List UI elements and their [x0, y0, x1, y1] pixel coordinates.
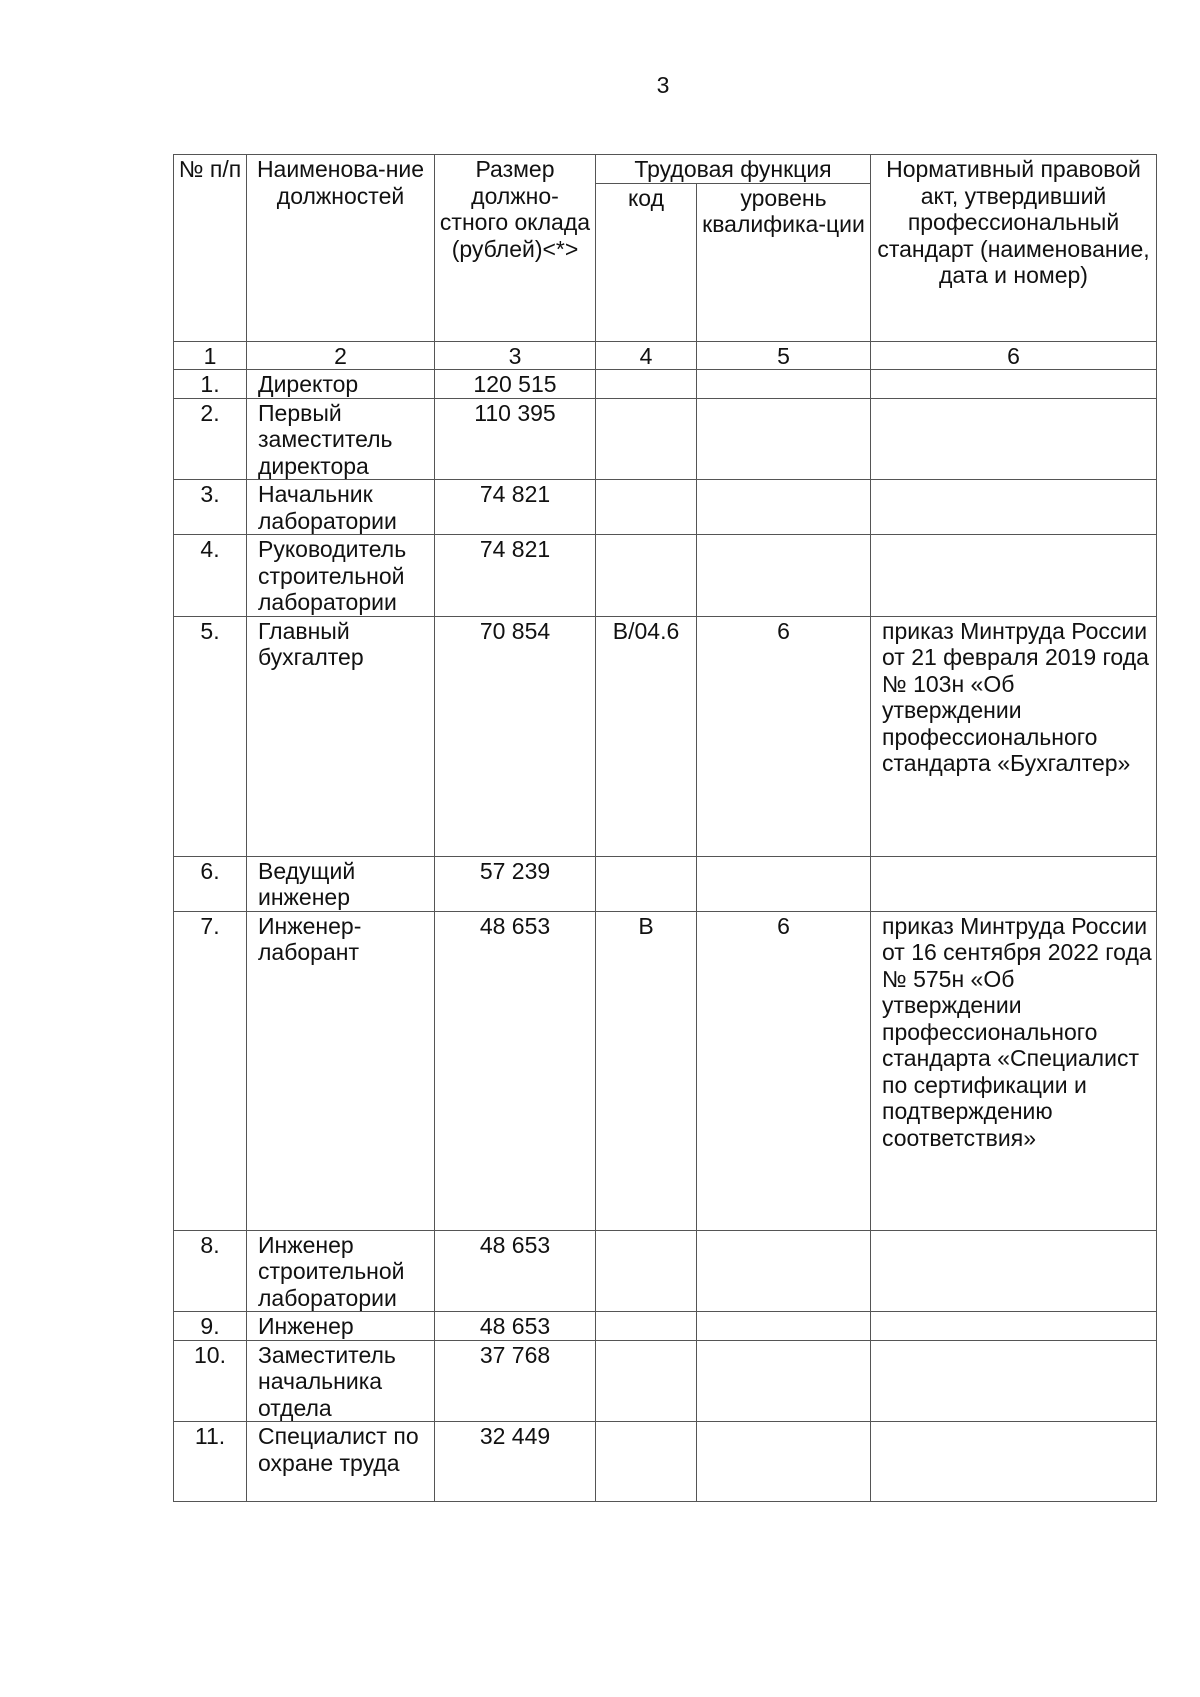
table-row: [174, 616, 1157, 856]
row-position: Первый заместитель директора: [247, 398, 435, 480]
row-level: 6: [697, 616, 871, 856]
row-act: [871, 1312, 1157, 1341]
table-row: [174, 1312, 1157, 1341]
column-number: 2: [247, 341, 435, 370]
header-num: № п/п: [174, 155, 247, 342]
table-row: [174, 856, 1157, 911]
table-row: [174, 911, 1157, 1230]
row-num: 10.: [174, 1340, 247, 1422]
row-num: 4.: [174, 535, 247, 617]
row-act: приказ Минтруда России от 21 февраля 2019 года № 103н «Об утверждении профессионального стандарта «Бухгалтер»: [871, 616, 1157, 856]
table-row: [174, 370, 1157, 399]
row-salary: 48 653: [435, 1230, 596, 1312]
row-code: [596, 1422, 697, 1502]
row-code: В: [596, 911, 697, 1230]
row-num: 1.: [174, 370, 247, 399]
table-row: [174, 1340, 1157, 1422]
header-labor-function: Трудовая функция: [596, 155, 871, 184]
table-row: [174, 1422, 1157, 1502]
row-num: 3.: [174, 480, 247, 535]
row-level: [697, 535, 871, 617]
header-name: Наименова-ние должностей: [247, 155, 435, 342]
row-act: [871, 480, 1157, 535]
row-code: [596, 370, 697, 399]
table-row: [174, 535, 1157, 617]
row-level: [697, 398, 871, 480]
row-num: 7.: [174, 911, 247, 1230]
row-salary: 74 821: [435, 480, 596, 535]
row-num: 8.: [174, 1230, 247, 1312]
column-number: 6: [871, 341, 1157, 370]
row-act: [871, 1230, 1157, 1312]
row-code: [596, 1312, 697, 1341]
row-position: Инженер-лаборант: [247, 911, 435, 1230]
row-code: [596, 535, 697, 617]
row-num: 6.: [174, 856, 247, 911]
row-code: [596, 1230, 697, 1312]
row-level: 6: [697, 911, 871, 1230]
header-level: уровень квалифика-ции: [697, 183, 871, 341]
row-salary: 48 653: [435, 911, 596, 1230]
row-salary: 32 449: [435, 1422, 596, 1502]
row-act: [871, 1422, 1157, 1502]
header-salary: Размер должно-стного оклада (рублей)<*>: [435, 155, 596, 342]
row-act: [871, 1340, 1157, 1422]
row-act: [871, 856, 1157, 911]
row-level: [697, 370, 871, 399]
row-code: [596, 480, 697, 535]
row-salary: 120 515: [435, 370, 596, 399]
row-salary: 74 821: [435, 535, 596, 617]
row-salary: 37 768: [435, 1340, 596, 1422]
row-salary: 110 395: [435, 398, 596, 480]
row-act: [871, 370, 1157, 399]
column-number: 5: [697, 341, 871, 370]
table-row: [174, 398, 1157, 480]
row-level: [697, 480, 871, 535]
row-act: [871, 398, 1157, 480]
row-level: [697, 1230, 871, 1312]
column-number-row: [174, 341, 1157, 370]
row-position: Начальник лаборатории: [247, 480, 435, 535]
row-num: 11.: [174, 1422, 247, 1502]
row-salary: 57 239: [435, 856, 596, 911]
row-position: Инженер: [247, 1312, 435, 1341]
column-number: 1: [174, 341, 247, 370]
row-position: Специалист по охране труда: [247, 1422, 435, 1502]
row-level: [697, 1312, 871, 1341]
row-level: [697, 856, 871, 911]
row-act: [871, 535, 1157, 617]
row-act: приказ Минтруда России от 16 сентября 2022 года № 575н «Об утверждении профессионального стандарта «Специалист по сертификации и подтверждению соответствия»: [871, 911, 1157, 1230]
row-position: Директор: [247, 370, 435, 399]
row-position: Руководитель строительной лаборатории: [247, 535, 435, 617]
row-level: [697, 1340, 871, 1422]
row-position: Ведущий инженер: [247, 856, 435, 911]
row-num: 5.: [174, 616, 247, 856]
row-num: 2.: [174, 398, 247, 480]
page-number: 3: [656, 72, 670, 98]
table-row: [174, 480, 1157, 535]
salary-table: [173, 154, 1157, 1502]
table-row: [174, 1230, 1157, 1312]
row-position: Заместитель начальника отдела: [247, 1340, 435, 1422]
column-number: 3: [435, 341, 596, 370]
row-position: Главный бухгалтер: [247, 616, 435, 856]
row-code: [596, 1340, 697, 1422]
header-act: Нормативный правовой акт, утвердивший профессиональный стандарт (наименование, дата и номер): [871, 155, 1157, 342]
header-code: код: [596, 183, 697, 341]
row-salary: 48 653: [435, 1312, 596, 1341]
row-salary: 70 854: [435, 616, 596, 856]
row-num: 9.: [174, 1312, 247, 1341]
row-code: [596, 856, 697, 911]
row-position: Инженер строительной лаборатории: [247, 1230, 435, 1312]
row-code: В/04.6: [596, 616, 697, 856]
row-code: [596, 398, 697, 480]
row-level: [697, 1422, 871, 1502]
column-number: 4: [596, 341, 697, 370]
